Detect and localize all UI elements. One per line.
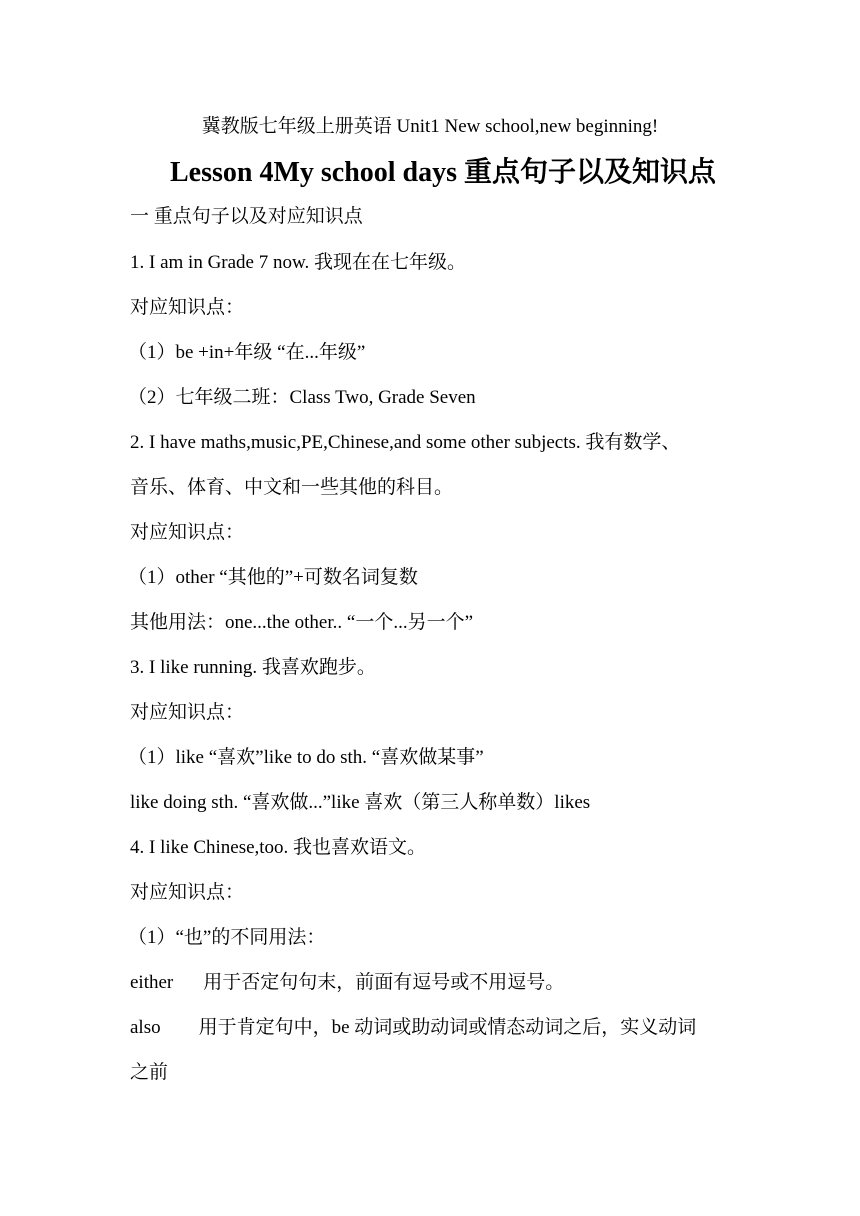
also-usage-row	[130, 1014, 696, 1042]
sentence-3-point-1: （1）like “喜欢”like to do sth. “喜欢做某事”	[128, 747, 484, 768]
sentence-1-point-1: （1）be +in+年级 “在...年级”	[128, 342, 366, 363]
sentence-2-points-label: 对应知识点：	[130, 522, 245, 543]
sentence-4: 4. I like Chinese,too. 我也喜欢语文。	[130, 837, 427, 858]
sentence-1-points-label: 对应知识点：	[130, 297, 245, 318]
sentence-1: 1. I am in Grade 7 now. 我现在在七年级。	[130, 252, 466, 273]
either-description: 用于否定句句末，前面有逗号或不用逗号。	[203, 972, 565, 993]
also-description-continued: 之前	[130, 1062, 169, 1083]
either-usage-row	[130, 969, 564, 997]
either-word: either	[130, 972, 174, 993]
sentence-4-points-label: 对应知识点：	[130, 882, 245, 903]
document-title: Lesson 4My school days 重点句子以及知识点	[169, 157, 717, 188]
sentence-2-line-1: 2. I have maths,music,PE,Chinese,and some other subjects. 我有数学、	[130, 432, 681, 453]
section-heading: 一 重点句子以及对应知识点	[130, 206, 363, 227]
sentence-1-point-2: （2）七年级二班：Class Two, Grade Seven	[128, 387, 476, 408]
sentence-2-point-1: （1）other “其他的”+可数名词复数	[128, 567, 418, 588]
sentence-4-point-1: （1）“也”的不同用法：	[128, 927, 326, 948]
sentence-2-point-1-extra: 其他用法：one...the other.. “一个...另一个”	[130, 612, 474, 633]
also-word: also	[130, 1017, 161, 1038]
also-description: 用于肯定句中，be 动词或助动词或情态动词之后，实义动词	[198, 1017, 697, 1038]
document-subtitle: 冀教版七年级上册英语 Unit1 New school,new beginning!	[201, 116, 659, 137]
sentence-3-points-label: 对应知识点：	[130, 702, 245, 723]
sentence-3-point-1-extra: like doing sth. “喜欢做...”like 喜欢（第三人称单数）likes	[130, 792, 591, 813]
sentence-3: 3. I like running. 我喜欢跑步。	[130, 657, 376, 678]
sentence-2-line-2: 音乐、体育、中文和一些其他的科目。	[130, 477, 454, 498]
